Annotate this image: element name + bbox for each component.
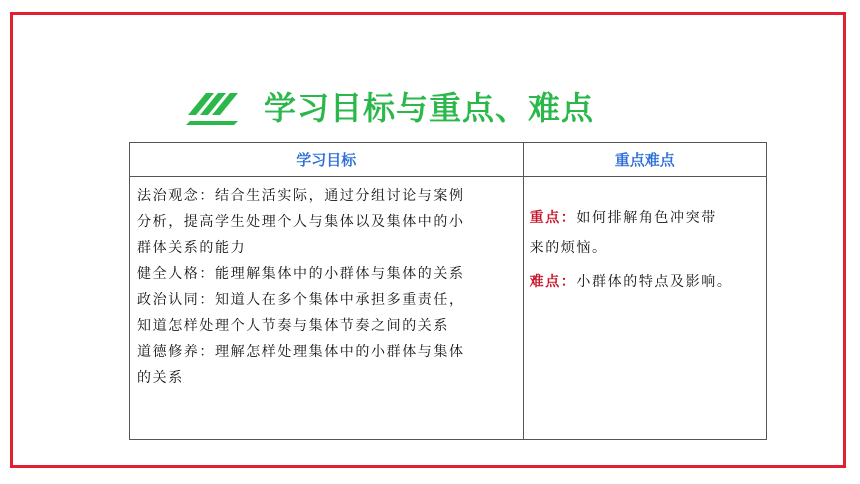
goal-line: 健全人格：能理解集体中的小群体与集体的关系 bbox=[137, 266, 465, 282]
page-title: 学习目标与重点、难点 bbox=[264, 89, 595, 127]
points-cell bbox=[523, 177, 766, 440]
difficulty-label: 难点： bbox=[529, 274, 577, 290]
difficulty-line bbox=[530, 267, 766, 297]
heading bbox=[186, 86, 594, 130]
goal-line: 政治认同：知道人在多个集体中承担多重责任， bbox=[137, 292, 465, 308]
goal-line: 知道怎样处理个人节奏与集体节奏之间的关系 bbox=[137, 318, 449, 334]
goal-line: 道德修养：理解怎样处理集体中的小群体与集体 bbox=[137, 344, 465, 360]
difficulty-text: 小群体的特点及影响。 bbox=[576, 274, 733, 290]
goal-line: 法治观念：结合生活实际，通过分组讨论与案例 bbox=[137, 188, 465, 204]
key-point-line bbox=[530, 203, 766, 233]
header-learning-goals: 学习目标 bbox=[130, 143, 524, 177]
key-point-line-2: 来的烦恼。 bbox=[529, 240, 608, 256]
goal-line: 的关系 bbox=[137, 370, 184, 386]
key-point-label: 重点： bbox=[529, 210, 577, 226]
goal-line: 群体关系的能力 bbox=[137, 240, 247, 256]
header-key-points: 重点难点 bbox=[523, 143, 766, 177]
goals-cell bbox=[130, 177, 524, 440]
table-header-row bbox=[130, 143, 767, 177]
key-point-text: 如何排解角色冲突带 bbox=[576, 210, 717, 226]
table-row bbox=[130, 177, 767, 440]
goal-line: 分析，提高学生处理个人与集体以及集体中的小 bbox=[137, 214, 465, 230]
goals-table bbox=[129, 142, 767, 440]
pencil-stripes-icon bbox=[186, 87, 244, 129]
